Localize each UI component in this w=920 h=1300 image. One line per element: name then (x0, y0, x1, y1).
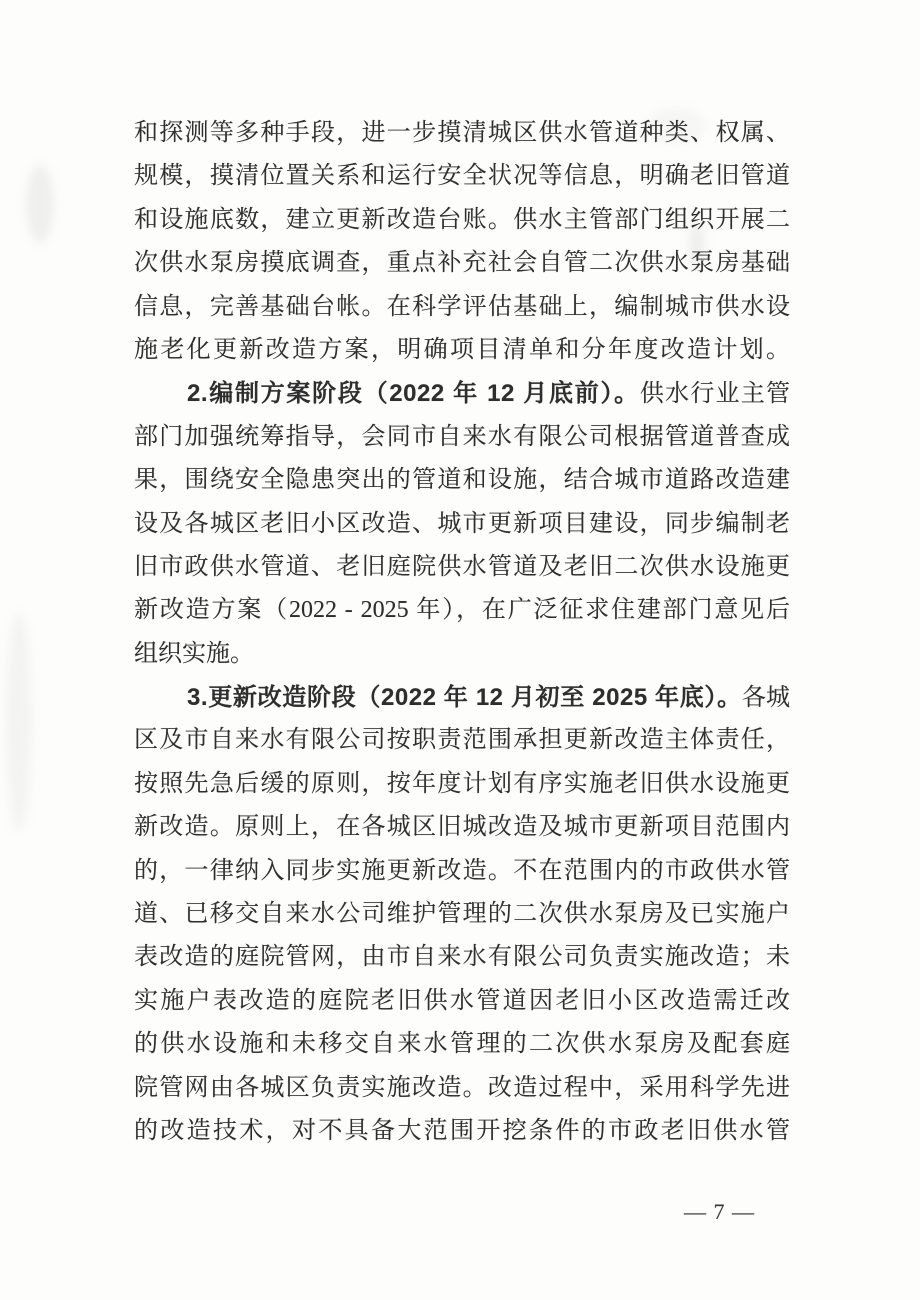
scan-smudge (6, 612, 32, 832)
body-line: 院管网由各城区负责实施改造。改造过程中，采用科学先进 (134, 1074, 790, 1101)
body-line: 果，围绕安全隐患突出的管道和设施，结合城市道路改造建 (134, 467, 790, 494)
body-line: 和探测等多种手段，进一步摸清城区供水管道种类、权属、 (134, 120, 790, 146)
body-line: 规模，摸清位置关系和运行安全状况等信息，明确老旧管道 (134, 163, 790, 190)
body-line: 道、已移交自来水公司维护管理的二次供水泵房及已实施户 (134, 901, 790, 928)
body-line: 部门加强统筹指导，会同市自来水有限公司根据管道普查成 (134, 423, 790, 450)
body-line: 设及各城区老旧小区改造、城市更新项目建设，同步编制老 (134, 510, 790, 537)
body-line: 实施户表改造的庭院老旧供水管道因老旧小区改造需迁改 (134, 987, 790, 1014)
body-line: 新改造方案（2022 - 2025 年），在广泛征求住建部门意见后 (134, 597, 790, 624)
body-line: 信息，完善基础台帐。在科学评估基础上，编制城市供水设 (134, 293, 790, 320)
body-line: 按照先急后缓的原则，按年度计划有序实施老旧供水设施更 (134, 770, 790, 797)
paragraph-body-text: 各城 (741, 685, 791, 712)
paragraph-end-line: 组织实施。 (134, 640, 254, 667)
body-line: 施老化更新改造方案，明确项目清单和分年度改造计划。 (134, 336, 790, 363)
body-line: 的供水设施和未移交自来水管理的二次供水泵房及配套庭 (134, 1031, 790, 1058)
paragraph-start-line (134, 372, 790, 415)
body-line: 的，一律纳入同步实施更新改造。不在范围内的市政供水管 (134, 857, 790, 884)
body-line: 次供水泵房摸底调查，重点补充社会自管二次供水泵房基础 (134, 250, 790, 277)
paragraph-heading: 3.更新改造阶段（2022 年 12 月初至 2025 年底）。 (187, 684, 742, 712)
paragraph-body-text: 供水行业主管 (639, 381, 791, 408)
body-line: 区及市自来水有限公司按职责范围承担更新改造主体责任， (134, 727, 790, 754)
text-block (134, 112, 790, 1153)
body-line: 表改造的庭院管网，由市自来水有限公司负责实施改造；未 (134, 944, 790, 971)
scan-smudge (26, 165, 54, 243)
body-line: 新改造。原则上，在各城区旧城改造及城市更新项目范围内 (134, 814, 790, 841)
body-line: 和设施底数，建立更新改造台账。供水主管部门组织开展二 (134, 206, 790, 233)
paragraph-start-line (134, 676, 790, 719)
paragraph-heading: 2.编制方案阶段（2022 年 12 月底前）。 (187, 380, 640, 408)
page-number: — 7 — (684, 1199, 755, 1224)
body-line: 的改造技术，对不具备大范围开挖条件的市政老旧供水管 (134, 1117, 790, 1144)
body-line: 旧市政供水管道、老旧庭院供水管道及老旧二次供水设施更 (134, 553, 790, 580)
